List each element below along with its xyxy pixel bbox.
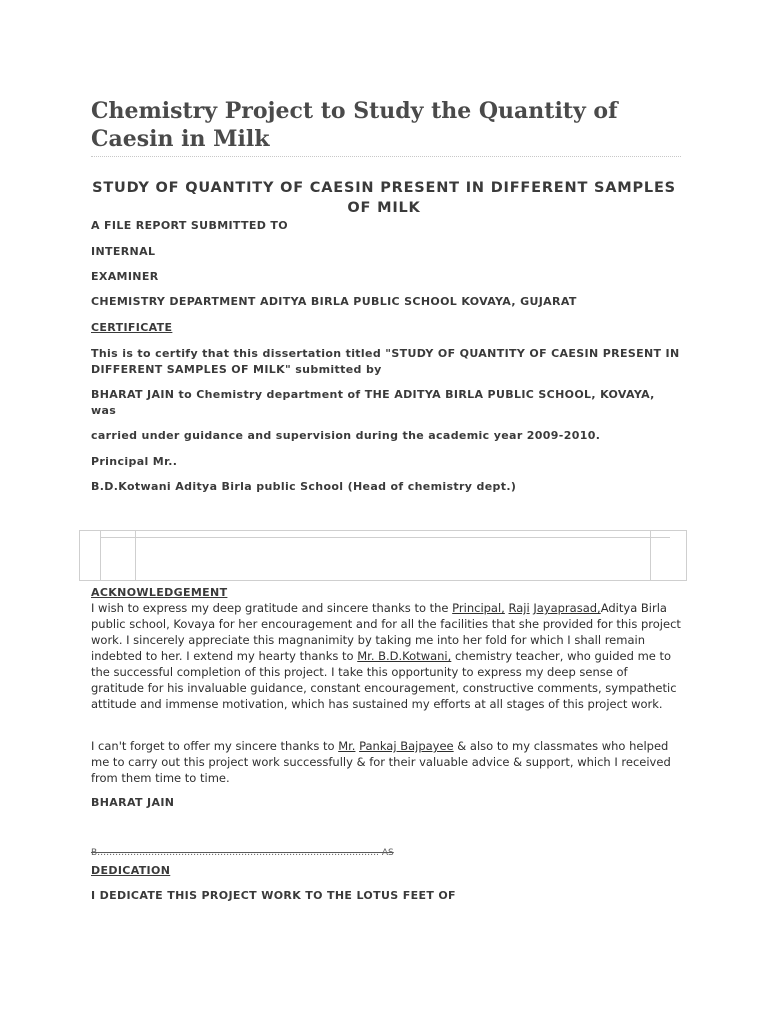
acknowledgement-paragraph-1 — [91, 600, 681, 712]
text: I wish to express my deep gratitude and sincere thanks to the — [91, 601, 453, 615]
document-title: Chemistry Project to Study the Quantity of Caesin in Milk — [91, 98, 618, 152]
acknowledgement-heading: ACKNOWLEDGEMENT — [91, 586, 228, 599]
text: Aditya Birla public school, Kovaya for her encouragement and for all the facilities that she provided for this project work. I sincerely appreciate this magnanimity by taking me into her fold for which I shall remain indebted to her. I extend my hearty thanks to — [91, 601, 681, 663]
document-subtitle: STUDY OF QUANTITY OF CAESIN PRESENT IN DIFFERENT SAMPLES OF MILK — [92, 180, 676, 216]
signature-name: BHARAT JAIN — [91, 796, 175, 809]
jayaprasad-link[interactable]: Jayaprasad, — [533, 601, 601, 615]
dedication-heading: DEDICATION — [91, 864, 171, 877]
carried-under-text: carried under guidance and supervision during the academic year 2009-2010. — [91, 429, 601, 442]
examiner-line: EXAMINER — [91, 270, 159, 283]
table-cell-border — [686, 530, 687, 581]
table-top-border — [79, 530, 687, 531]
text: chemistry teacher, who guided me to the successful completion of this project. I take this opportunity to express my deep sense of gratitude for his invaluable guidance, constant encouragement, constructive comments, sympathetic attitude and immense motivation, which has sustained my efforts at all stages of this project work. — [91, 649, 677, 711]
submitted-to-line: A FILE REPORT SUBMITTED TO — [91, 219, 288, 232]
struck-line: B…………………………………………………………………………………. AS — [91, 848, 394, 858]
text: I can't forget to offer my sincere thanks to — [91, 739, 339, 753]
submitted-by-text: BHARAT JAIN to Chemistry department of THE ADITYA BIRLA PUBLIC SCHOOL, KOVAYA, was — [91, 388, 655, 417]
empty-table — [79, 530, 687, 581]
mr-link[interactable]: Mr. — [338, 739, 356, 753]
dedication-text: I DEDICATE THIS PROJECT WORK TO THE LOTUS FEET OF — [91, 889, 456, 902]
pankaj-bajpayee-link[interactable]: Pankaj Bajpayee — [359, 739, 454, 753]
table-cell-border — [100, 530, 101, 581]
table-cell-border — [135, 530, 136, 581]
title-divider — [91, 156, 681, 157]
principal-line: Principal Mr.. — [91, 455, 178, 468]
text: & also to my classmates who helped me to carry out this project work successfully & for their valuable advice & support, which I received from them time to time. — [91, 739, 671, 785]
table-bottom-border — [79, 580, 687, 581]
certificate-text: This is to certify that this dissertation titled "STUDY OF QUANTITY OF CAESIN PRESENT IN DIFFERENT SAMPLES OF MILK" submitted by — [91, 347, 680, 376]
table-cell-border — [650, 530, 651, 581]
internal-line: INTERNAL — [91, 245, 156, 258]
certificate-heading: CERTIFICATE — [91, 321, 173, 334]
kotwani-link[interactable]: Mr. B.D.Kotwani, — [357, 649, 452, 663]
department-line: CHEMISTRY DEPARTMENT ADITYA BIRLA PUBLIC SCHOOL KOVAYA, GUJARAT — [91, 295, 577, 308]
table-cell-border — [79, 530, 80, 581]
acknowledgement-paragraph-2 — [91, 738, 681, 786]
raji-link[interactable]: Raji — [508, 601, 530, 615]
principal-link[interactable]: Principal, — [452, 601, 505, 615]
head-of-dept-line: B.D.Kotwani Aditya Birla public School (Head of chemistry dept.) — [91, 480, 517, 493]
table-inner-top-border — [100, 537, 670, 538]
